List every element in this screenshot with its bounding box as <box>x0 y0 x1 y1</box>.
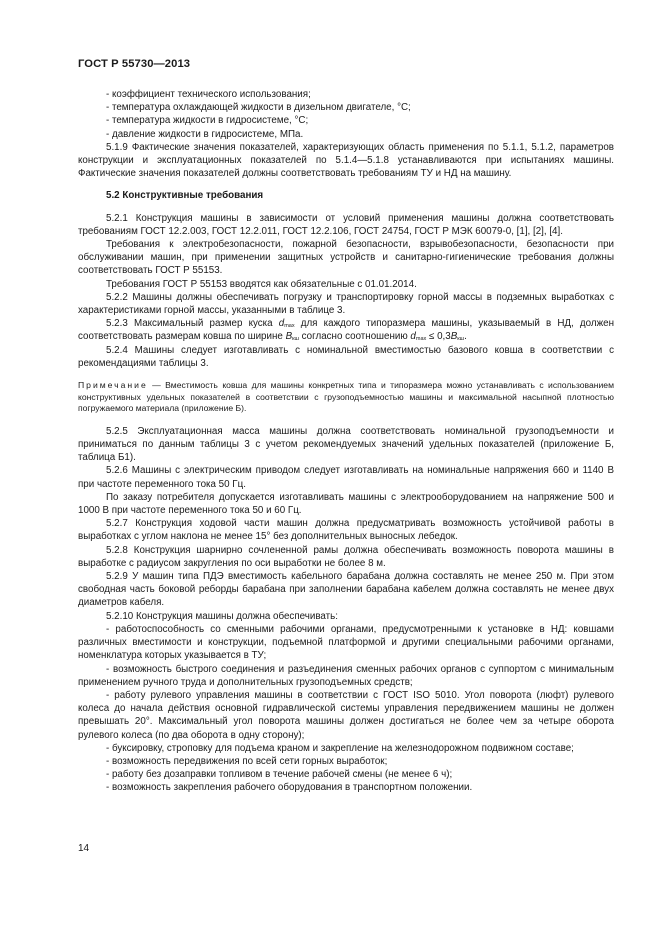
clause-text: ≤ 0,3 <box>426 331 451 343</box>
formula-subscript: кш <box>457 336 465 343</box>
clause-5-2-6: 5.2.6 Машины с электрическим приводом следует изготавливать на номинальные напряжения 660 и 1140 В при частоте переменного тока 50 Гц. <box>78 465 614 490</box>
note-label: Примечание <box>78 380 148 391</box>
clause-5-2-10: 5.2.10 Конструкция машины должна обеспечивать: <box>106 610 338 622</box>
formula-subscript: max <box>284 323 295 330</box>
clause-5-2-2: 5.2.2 Машины должны обеспечивать погрузку и транспортировку горной массы в подземных выработках с характеристиками горной массы, указанными в таблице 3. <box>78 291 614 317</box>
mandatory-date: Требования ГОСТ Р 55153 вводятся как обязательные с 01.01.2014. <box>106 278 417 290</box>
list-item: - возможность закрепления рабочего оборудования в транспортном положении. <box>106 782 473 794</box>
clause-text: . <box>464 331 467 343</box>
standard-header: ГОСТ Р 55730—2013 <box>78 58 191 70</box>
formula-subscript: кш <box>292 336 299 343</box>
clause-5-2-1: 5.2.1 Конструкция машины в зависимости от условий применения машины должна соответствовать требованиям ГОСТ 12.2.003, ГОСТ 12.2.011, ГОСТ 12.2.106, ГОСТ 24754, ГОСТ Р МЭК 60079-0, [1], [2], [4]. <box>78 212 614 237</box>
clause-text: для каждого типоразмера машины, указываемый в НД, должен соответствовать размерам ковша по ширине <box>78 318 614 343</box>
formula-symbol: d <box>410 331 416 343</box>
list-item: - температура охлаждающей жидкости в дизельном двигателе, °С; <box>106 102 411 114</box>
formula-subscript: max <box>415 336 427 343</box>
page-number: 14 <box>78 843 90 854</box>
clause-5-1-9: 5.1.9 Фактические значения показателей, характеризующих область применения по 5.1.1, 5.1.2, параметров конструкции и эксплуатационных показателей по 5.1.4—5.1.8 устанавливаются при испытаниях машины. Фактические значения показателей должны соответствовать требованиям ТУ и НД на машину. <box>78 141 614 180</box>
list-item: - давление жидкости в гидросистеме, МПа. <box>106 128 304 140</box>
list-item: - возможность передвижения по всей сети горных выработок; <box>106 755 388 767</box>
list-item: - коэффициент технического использования; <box>106 89 311 100</box>
section-heading: 5.2 Конструктивные требования <box>106 190 264 202</box>
list-item: - работоспособность со сменными рабочими органами, предусмотренными к установке в НД: ковшами различных вместимости и конструкции, подъемной платформой и другими специальными рабочими органами, номенклатура которых указывается в ТУ; <box>78 623 614 662</box>
formula-symbol: d <box>278 318 285 330</box>
clause-5-2-3 <box>78 317 614 343</box>
clause-5-2-8: 5.2.8 Конструкция шарнирно сочлененной рамы должна обеспечивать возможность поворота машины в выработке с радиусом закругления по оси выработки не более 8 м. <box>78 544 614 569</box>
clause-5-2-7: 5.2.7 Конструкция ходовой части машин должна предусматривать возможность устойчивой работы в выработках с углом наклона не менее 15° без дополнительных выносных лебедок. <box>78 518 614 543</box>
page-body <box>78 88 614 795</box>
note-text: — Вместимость ковша для машины конкретных типа и типоразмера можно устанавливать с использованием конструктивных удельных показателей в соответствии с грузоподъемностью машины и максимальной насыпной плотностью погружаемого материала (приложение Б). <box>78 380 614 414</box>
clause-text: 5.2.3 Максимальный размер куска <box>106 318 279 330</box>
clause-5-2-4: 5.2.4 Машины следует изготавливать с номинальной вместимостью базового ковша в соответствии с рекомендациями таблицы 3. <box>78 344 614 369</box>
note <box>78 380 614 415</box>
clause-5-2-5: 5.2.5 Эксплуатационная масса машины должна соответствовать номинальной грузоподъемности и приниматься по данным таблицы 3 с учетом рекомендуемых значений удельных показателей (приложение Б, таблица Б1). <box>78 425 614 464</box>
list-item: - возможность быстрого соединения и разъединения сменных рабочих органов с суппортом с минимальным применением ручного труда и дополнительных грузоподъемных средств; <box>78 663 614 688</box>
list-item: - работу без дозаправки топливом в течение рабочей смены (не менее 6 ч); <box>106 769 453 781</box>
customer-order-note: По заказу потребителя допускается изготавливать машины с электрооборудованием на напряжение 500 и 1000 В при частоте переменного тока 50 и 60 Гц. <box>78 491 614 517</box>
safety-requirements: Требования к электробезопасности, пожарной безопасности, взрывобезопасности, безопасности при обслуживании машин, при применении защитных устройств и санитарно-гигиенические требования должны соответствовать ГОСТ Р 55153. <box>78 239 614 277</box>
list-item: - температура жидкости в гидросистеме, °С; <box>106 115 309 127</box>
clause-text: согласно соотношению <box>298 331 411 343</box>
list-item: - буксировку, строповку для подъема краном и закрепление на железнодорожном подвижном составе; <box>106 742 574 754</box>
list-item: - работу рулевого управления машины в соответствии с ГОСТ ISO 5010. Угол поворота (люфт) рулевого колеса до начала действия основной гидравлической системы управления передвижением машины не должен превышать 20°. Максимальный угол поворота машины должен достигаться не более чем за четыре оборота рулевого колеса (по два оборота в одну сторону); <box>78 689 614 741</box>
formula-symbol: B <box>285 331 293 343</box>
clause-5-2-9: 5.2.9 У машин типа ПДЭ вместимость кабельного барабана должна составлять не менее 250 м. При этом свободная часть боковой реборды барабана при заполнении барабана кабелем должна составлять не менее двух диаметров кабеля. <box>78 571 614 609</box>
formula-symbol: B <box>450 331 458 343</box>
